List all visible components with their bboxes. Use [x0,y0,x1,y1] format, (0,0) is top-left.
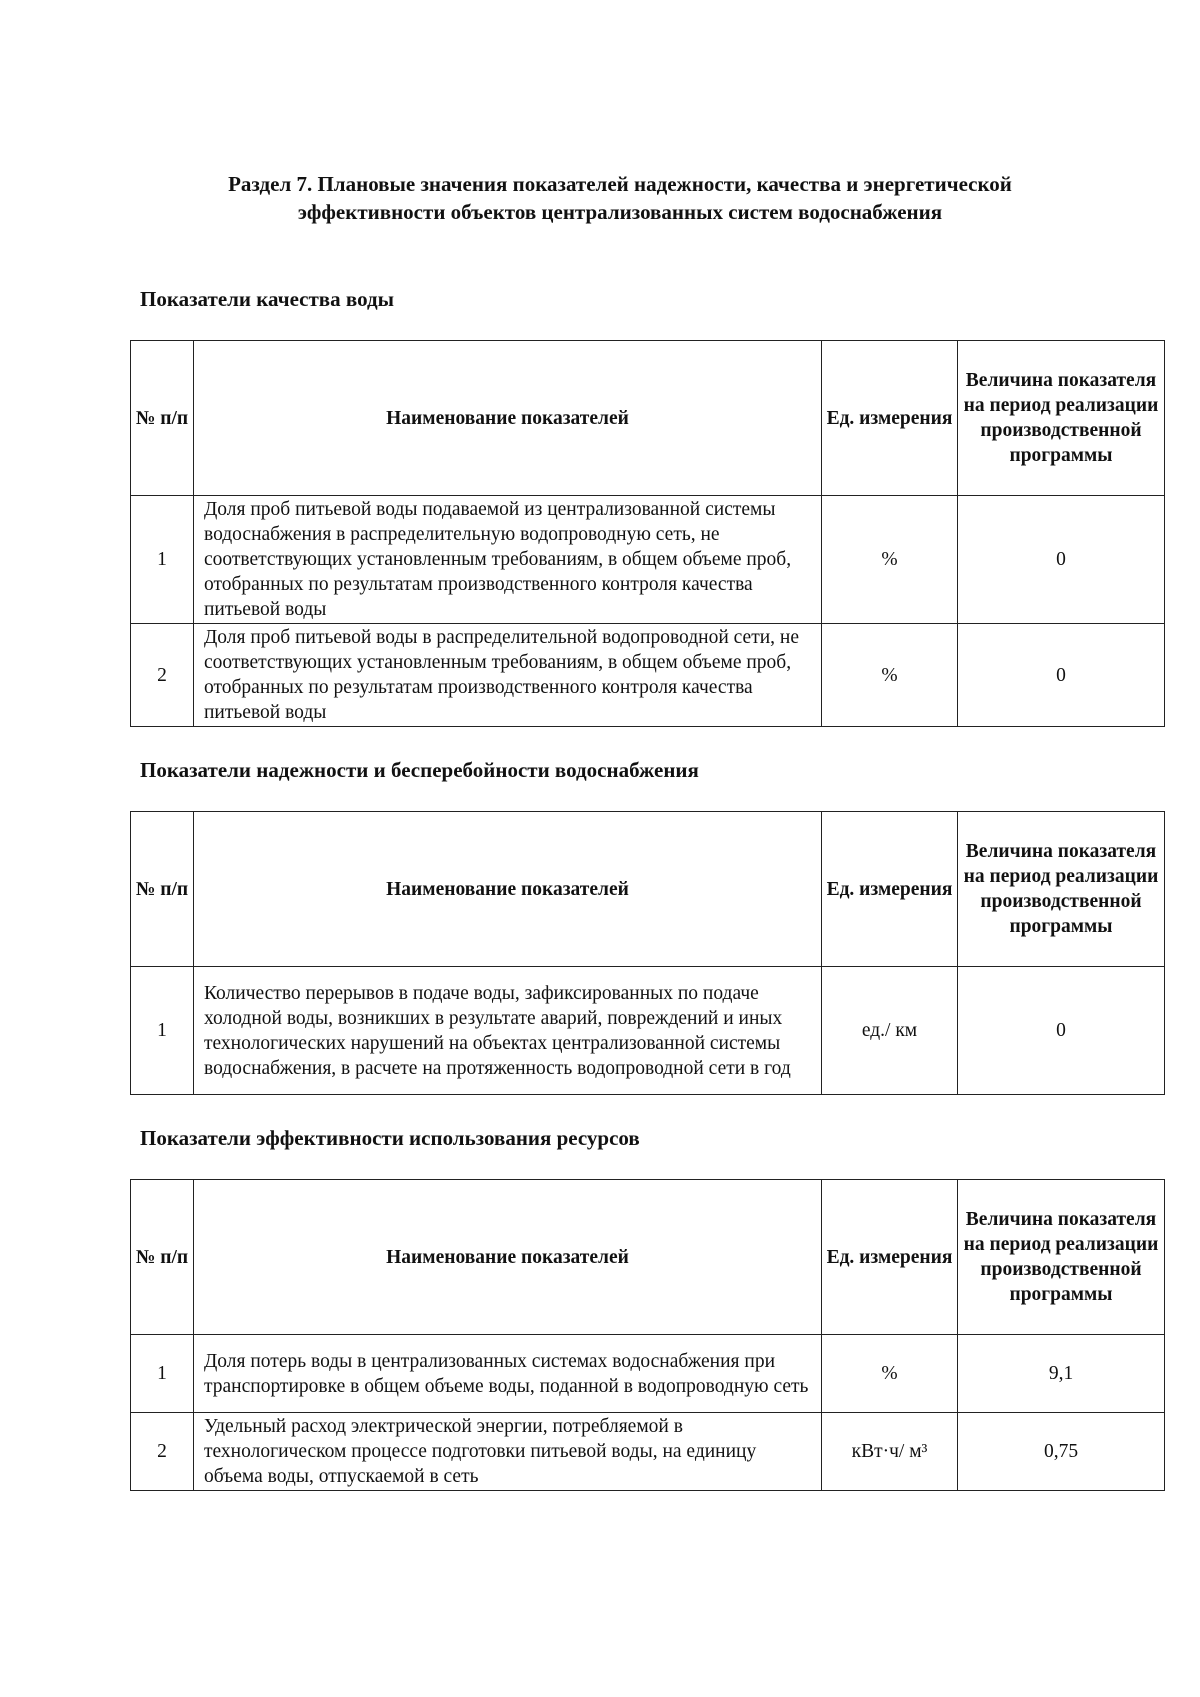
header-value: Величина показателя на период реализации производственной программы [958,341,1165,496]
row-unit: % [822,496,958,624]
table-row [131,1413,1165,1491]
section-heading-water-quality: Показатели качества воды [140,287,394,311]
header-num: № п/п [131,1180,194,1335]
row-name: Удельный расход электрической энергии, потребляемой в технологическом процессе подготовки питьевой воды, на единицу объема воды, отпускаемой в сеть [194,1413,822,1491]
table-header-row [131,812,1165,967]
row-value: 0 [958,967,1165,1095]
row-unit: кВт·ч/ м³ [822,1413,958,1491]
header-unit: Ед. измерения [822,341,958,496]
page-title-line-2: эффективности объектов централизованных систем водоснабжения [297,200,943,224]
section-heading-resource-efficiency: Показатели эффективности использования ресурсов [140,1126,640,1150]
header-value: Величина показателя на период реализации производственной программы [958,1180,1165,1335]
row-unit: % [822,624,958,727]
table-reliability [130,811,1165,1095]
table-water-quality [130,340,1165,727]
row-unit: ед./ км [822,967,958,1095]
section-heading-reliability: Показатели надежности и бесперебойности водоснабжения [140,758,699,782]
row-name: Доля проб питьевой воды в распределительной водопроводной сети, не соответствующих установленным требованиям, в общем объеме проб, отобранных по результатам производственного контроля качества питьевой воды [194,624,822,727]
row-value: 0 [958,496,1165,624]
page-title-line-1: Раздел 7. Плановые значения показателей надежности, качества и энергетической [228,172,1012,196]
page-title [140,170,1100,226]
row-unit: % [822,1335,958,1413]
row-name: Доля потерь воды в централизованных системах водоснабжения при транспортировке в общем объеме воды, поданной в водопроводную сеть [194,1335,822,1413]
row-num: 1 [131,496,194,624]
table-row [131,967,1165,1095]
table-row [131,496,1165,624]
table-row [131,624,1165,727]
table-header-row [131,1180,1165,1335]
header-name: Наименование показателей [194,1180,822,1335]
header-name: Наименование показателей [194,341,822,496]
table-row [131,1335,1165,1413]
header-name: Наименование показателей [194,812,822,967]
header-value: Величина показателя на период реализации производственной программы [958,812,1165,967]
row-num: 1 [131,1335,194,1413]
row-value: 9,1 [958,1335,1165,1413]
header-unit: Ед. измерения [822,812,958,967]
header-num: № п/п [131,812,194,967]
row-value: 0 [958,624,1165,727]
row-num: 2 [131,1413,194,1491]
header-num: № п/п [131,341,194,496]
row-name: Доля проб питьевой воды подаваемой из централизованной системы водоснабжения в распределительную водопроводную сеть, не соответствующих установленным требованиям, в общем объеме проб, отобранных по результатам производственного контроля качества питьевой воды [194,496,822,624]
row-value: 0,75 [958,1413,1165,1491]
row-name: Количество перерывов в подаче воды, зафиксированных по подаче холодной воды, возникших в результате аварий, повреждений и иных технологических нарушений на объектах централизованной системы водоснабжения, в расчете на протяженность водопроводной сети в год [194,967,822,1095]
table-resource-efficiency [130,1179,1165,1491]
table-header-row [131,341,1165,496]
row-num: 2 [131,624,194,727]
row-num: 1 [131,967,194,1095]
header-unit: Ед. измерения [822,1180,958,1335]
